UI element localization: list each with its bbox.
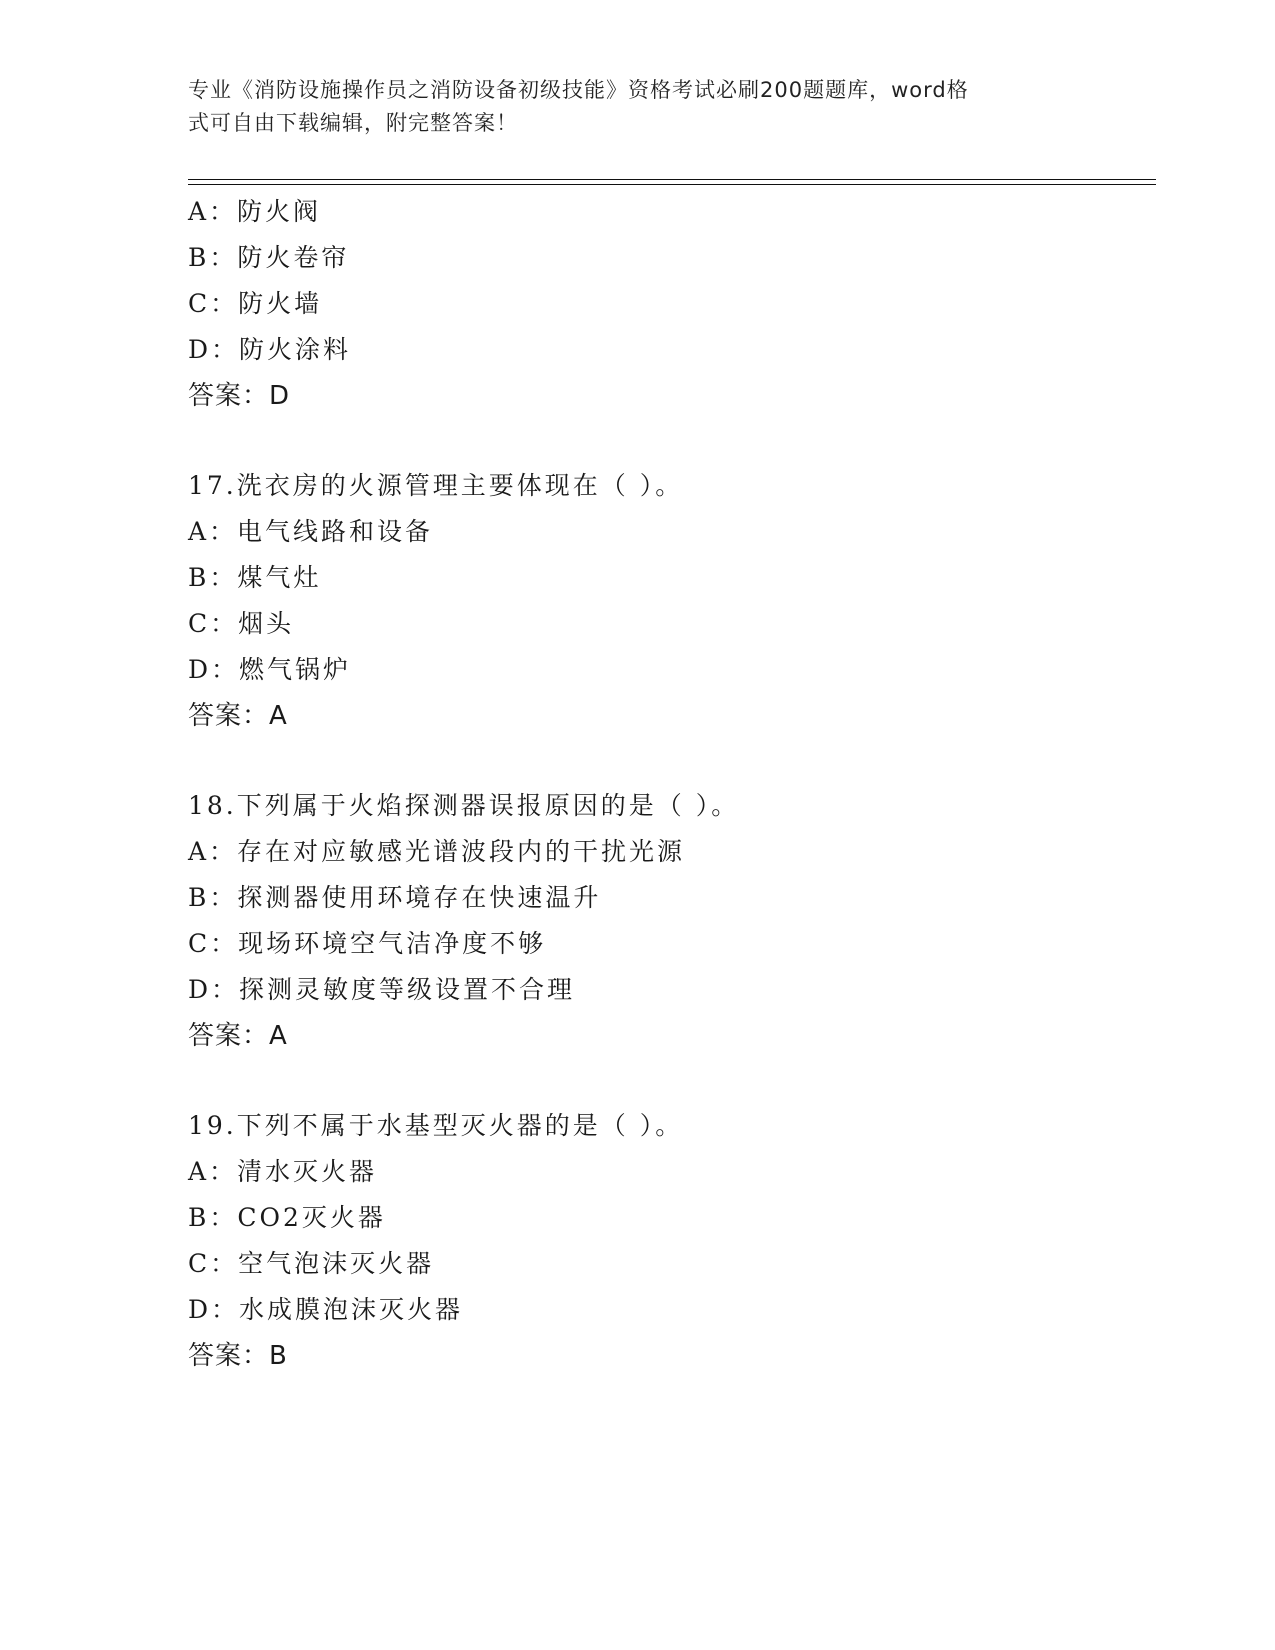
option-c: C：烟头 bbox=[188, 609, 295, 638]
option-a: A：存在对应敏感光谱波段内的干扰光源 bbox=[188, 837, 686, 866]
option-d: D：探测灵敏度等级设置不合理 bbox=[188, 975, 576, 1004]
question-text: 18.下列属于火焰探测器误报原因的是（ ）。 bbox=[188, 791, 740, 820]
spacer bbox=[188, 419, 1148, 463]
option-d: D：水成膜泡沫灭火器 bbox=[188, 1295, 464, 1324]
question-block-19 bbox=[188, 1103, 1148, 1379]
answer-line: 答案：B bbox=[188, 1341, 288, 1371]
question-block-18 bbox=[188, 783, 1148, 1059]
question-text: 17.洗衣房的火源管理主要体现在（ ）。 bbox=[188, 471, 684, 500]
header-divider-top bbox=[188, 179, 1156, 180]
option-a: A：电气线路和设备 bbox=[188, 517, 434, 546]
option-b: B：探测器使用环境存在快速温升 bbox=[188, 883, 602, 912]
spacer bbox=[188, 739, 1148, 783]
question-block-16 bbox=[188, 189, 1148, 419]
spacer bbox=[188, 1059, 1148, 1103]
answer-line: 答案：A bbox=[188, 1021, 288, 1051]
option-c: C：现场环境空气洁净度不够 bbox=[188, 929, 547, 958]
option-c: C：防火墙 bbox=[188, 289, 323, 318]
option-d: D：防火涂料 bbox=[188, 335, 352, 364]
question-block-17 bbox=[188, 463, 1148, 739]
question-text: 19.下列不属于水基型灭火器的是（ ）。 bbox=[188, 1111, 684, 1140]
option-a: A：清水灭火器 bbox=[188, 1157, 378, 1186]
option-a: A：防火阀 bbox=[188, 197, 322, 226]
header-line-2: 式可自由下载编辑，附完整答案！ bbox=[188, 111, 518, 135]
option-b: B：防火卷帘 bbox=[188, 243, 350, 272]
option-b: B：煤气灶 bbox=[188, 563, 322, 592]
option-b: B：CO2灭火器 bbox=[188, 1203, 386, 1232]
option-c: C：空气泡沫灭火器 bbox=[188, 1249, 435, 1278]
question-list bbox=[188, 189, 1148, 1379]
document-header bbox=[188, 74, 1068, 140]
option-d: D：燃气锅炉 bbox=[188, 655, 352, 684]
header-divider-bottom bbox=[188, 184, 1156, 185]
header-line-1: 专业《消防设施操作员之消防设备初级技能》资格考试必刷200题题库，word格 bbox=[188, 78, 969, 102]
answer-line: 答案：D bbox=[188, 381, 291, 411]
answer-line: 答案：A bbox=[188, 701, 288, 731]
